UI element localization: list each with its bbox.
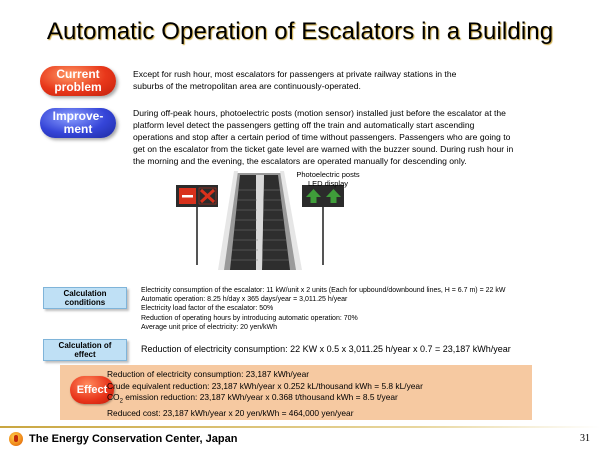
improvement-text bbox=[133, 107, 513, 167]
page-title: Automatic Operation of Escalators in a Building bbox=[46, 18, 554, 45]
calc-condition-line: Electricity load factor of the escalator: 50% bbox=[141, 305, 274, 313]
improvement-label-line2: ment bbox=[63, 122, 93, 136]
current-problem-badge bbox=[40, 66, 116, 96]
improvement-label-line1: Improve- bbox=[52, 109, 104, 123]
calc-effect-label-line1: Calculation of bbox=[58, 341, 112, 350]
calc-condition-line: Reduction of operating hours by introducing automatic operation: 70% bbox=[141, 314, 358, 322]
improvement-line: the morning and the evening, the escalators are operated manually for descending only. bbox=[133, 156, 467, 166]
eccj-logo-icon bbox=[9, 432, 23, 446]
footer-organization: The Energy Conservation Center, Japan bbox=[29, 433, 238, 445]
calc-effect-label-line2: effect bbox=[74, 350, 96, 359]
calc-conditions-label-line2: conditions bbox=[64, 298, 106, 307]
photoelectric-posts-label bbox=[278, 170, 378, 188]
current-problem-label-line1: Current bbox=[56, 67, 100, 81]
improvement-line: platform level detect the passengers getting off the train and automatically start ascending bbox=[133, 120, 475, 130]
effect-line bbox=[107, 392, 423, 408]
calc-conditions-label-line1: Calculation bbox=[63, 289, 107, 298]
page-number: 31 bbox=[580, 433, 590, 444]
calculation-conditions-text bbox=[141, 286, 505, 332]
calc-condition-line: Automatic operation: 8.25 h/day x 365 days/year = 3,011.25 h/year bbox=[141, 296, 348, 304]
effect-line: Reduced cost: 23,187 kWh/year x 20 yen/kWh = 464,000 yen/year bbox=[107, 408, 354, 419]
calc-condition-line: Average unit price of electricity: 20 yen/kWh bbox=[141, 323, 278, 331]
calc-condition-line: Electricity consumption of the escalator: 11 kW/unit x 2 units (Each for upbound/downbound lines, H = 6.7 m) = 22 kW bbox=[141, 287, 506, 294]
effect-badge: Effect bbox=[70, 376, 114, 404]
effect-text bbox=[107, 369, 423, 420]
photo-label-line2: LED display bbox=[307, 179, 349, 188]
co2-prefix: CO bbox=[107, 392, 120, 403]
co2-line-rest: emission reduction: 23,187 kWh/year x 0.368 t/thousand kWh = 8.5 t/year bbox=[122, 392, 398, 403]
improvement-line: operations and stop after a certain period of time without passengers. Passengers who are going to bbox=[133, 132, 511, 142]
photo-label-line1: Photoelectric posts bbox=[296, 170, 360, 179]
improvement-line: During off-peak hours, photoelectric posts (motion sensor) installed just before the escalator at the bbox=[133, 108, 506, 118]
current-problem-text bbox=[133, 68, 456, 92]
current-problem-line: suburbs of the metropolitan area are continuously-operated. bbox=[133, 81, 361, 91]
current-problem-label-line2: problem bbox=[54, 80, 102, 94]
led-go-panel bbox=[302, 185, 344, 265]
improvement-badge bbox=[40, 108, 116, 138]
led-stop-panel bbox=[176, 185, 218, 265]
current-problem-line: Except for rush hour, most escalators for passengers at private railway stations in the bbox=[133, 69, 457, 79]
calculation-effect-text: Reduction of electricity consumption: 22 KW x 0.5 x 3,011.25 h/year x 0.7 = 23,187 kWh/year bbox=[141, 344, 511, 354]
effect-line: Crude equivalent reduction: 23,187 kWh/year x 0.252 kL/thousand kWh = 5.8 kL/year bbox=[107, 380, 423, 391]
improvement-line: get on the escalator from the ticket gate level are warned with the buzzer sound. During rush hour in bbox=[133, 144, 514, 154]
effect-line: Reduction of electricity consumption: 23,187 kWh/year bbox=[107, 369, 310, 379]
calculation-effect-label bbox=[43, 339, 127, 361]
co2-subscript: 2 bbox=[119, 398, 123, 405]
calculation-conditions-label bbox=[43, 287, 127, 309]
footer-divider bbox=[0, 426, 600, 428]
